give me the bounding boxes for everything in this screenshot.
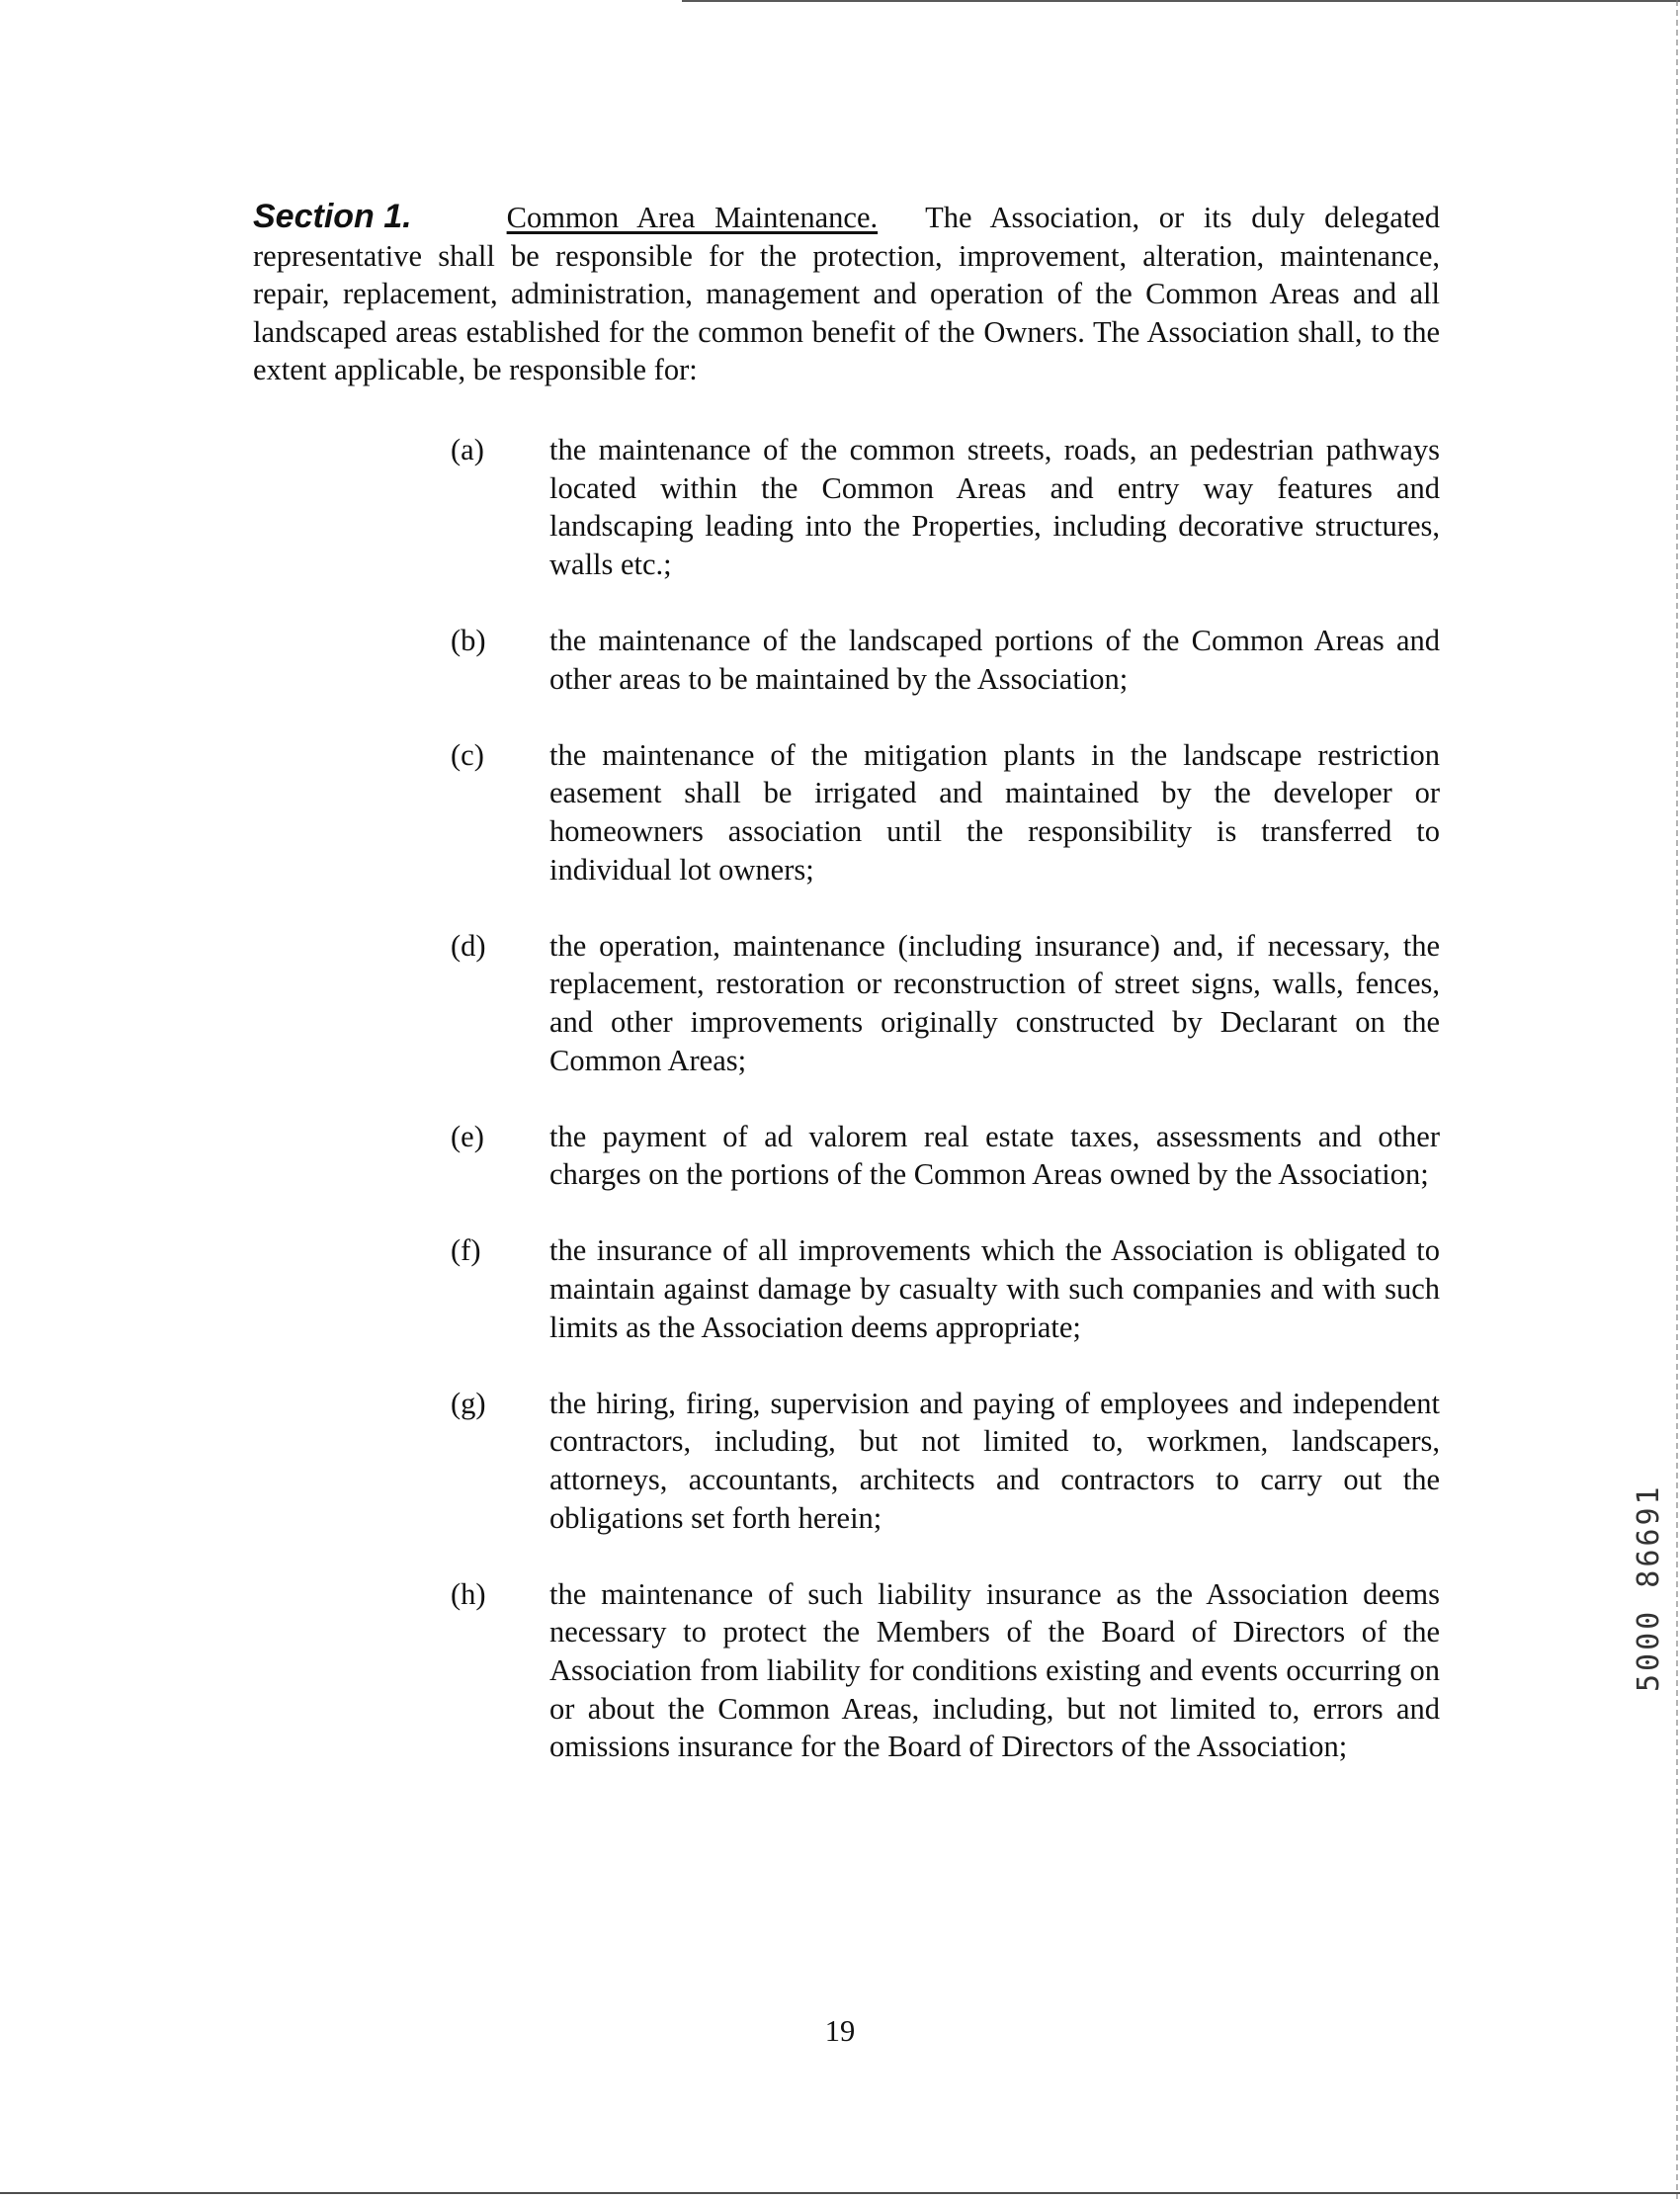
- item-label: (g): [451, 1386, 486, 1420]
- list-item-g: [451, 1385, 1440, 1537]
- page-number: 19: [824, 2014, 856, 2048]
- item-text: the maintenance of such liability insurance as the Association deems necessary to protect the Members of the Board of Directors of the Association from liability for conditions existing and events occurring on or about the Common Areas, including, but not limited to, errors and omissions insurance for the Board of Directors of the Association;: [549, 1576, 1440, 1764]
- section-heading: Common Area Maintenance.: [506, 201, 879, 234]
- item-label: (b): [451, 623, 486, 657]
- list-item-f: [451, 1231, 1440, 1346]
- item-label: (h): [451, 1576, 486, 1611]
- item-label: (c): [451, 737, 484, 772]
- section-paragraph: [253, 198, 1440, 389]
- item-text: the insurance of all improvements which the Association is obligated to maintain against damage by casualty with such companies and with such limits as the Association deems appropriate;: [549, 1233, 1440, 1344]
- item-label: (e): [451, 1119, 484, 1153]
- document-stamp: 5000 86691: [1632, 1483, 1666, 1692]
- list-item-b: [451, 622, 1440, 698]
- item-label: (f): [451, 1233, 481, 1268]
- item-label: (d): [451, 928, 486, 963]
- item-text: the operation, maintenance (including insurance) and, if necessary, the replacement, restoration or reconstruction of street signs, walls, fences, and other improvements originally constructed by Declarant on the Common Areas;: [549, 928, 1440, 1077]
- item-list: [451, 431, 1440, 1804]
- item-text: the hiring, firing, supervision and paying of employees and independent contractors, including, but not limited to, workmen, landscapers, attorneys, accountants, architects and contractors to carry out the obligations set forth herein;: [549, 1386, 1440, 1535]
- scan-border-top: [682, 0, 1680, 2]
- section-label: Section 1.: [253, 198, 412, 235]
- item-label: (a): [451, 433, 484, 466]
- item-text: the maintenance of the mitigation plants in the landscape restriction easement shall be irrigated and maintained by the developer or homeowners association until the responsibility is transferred to individual lot owners;: [549, 737, 1440, 887]
- list-item-c: [451, 736, 1440, 888]
- scan-border-bottom: [0, 2192, 1680, 2194]
- item-text: the payment of ad valorem real estate taxes, assessments and other charges on the portions of the Common Areas owned by the Association;: [549, 1119, 1440, 1192]
- list-item-a: [451, 431, 1440, 583]
- item-text: the maintenance of the common streets, roads, an pedestrian pathways located within the Common Areas and entry way features and landscaping leading into the Properties, including decorative structures, walls etc.;: [549, 433, 1440, 581]
- list-item-e: [451, 1118, 1440, 1194]
- list-item-d: [451, 927, 1440, 1079]
- scan-border-right: [1676, 0, 1678, 2199]
- item-text: the maintenance of the landscaped portions of the Common Areas and other areas to be maintained by the Association;: [549, 623, 1440, 696]
- section-body: The Association, or its duly delegated representative shall be responsible for the protection, improvement, alteration, maintenance, repair, replacement, administration, management and operation of the Common Areas and all landscaped areas established for the common benefit of the Owners. The Association shall, to the extent applicable, be responsible for:: [253, 201, 1440, 387]
- list-item-h: [451, 1575, 1440, 1766]
